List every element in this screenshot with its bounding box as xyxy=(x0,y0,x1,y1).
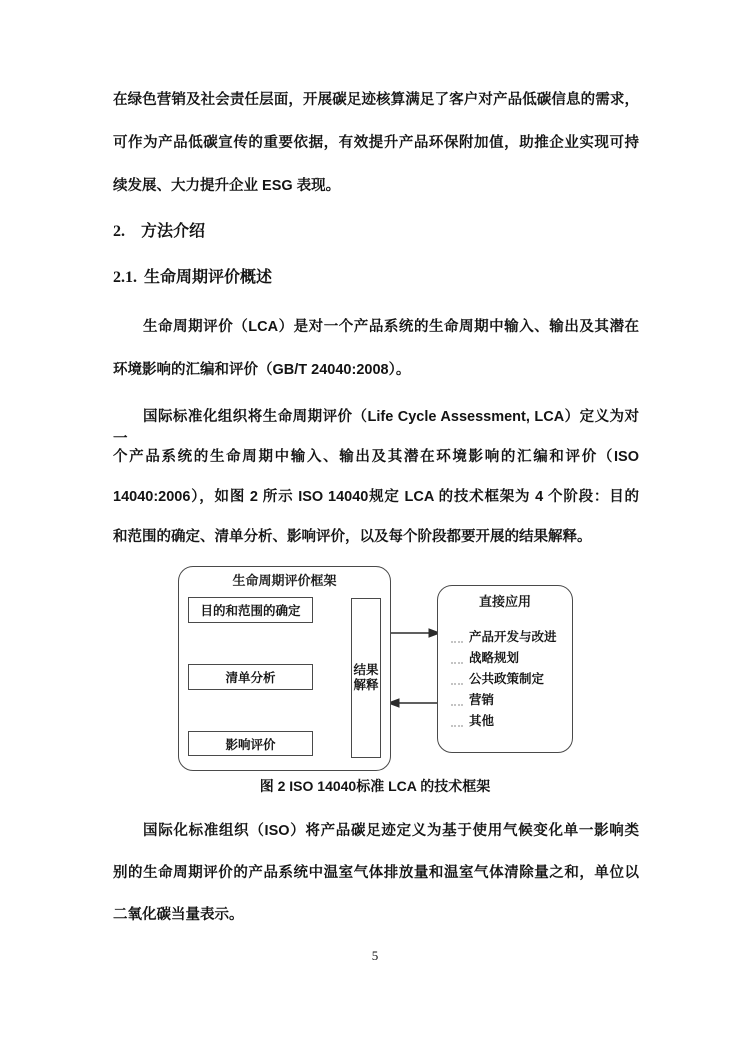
text-line: 环境影响的汇编和评价（GB/T 24040:2008）。 xyxy=(113,362,411,378)
figure-caption: 图 2 ISO 14040标准 LCA 的技术框架 xyxy=(259,778,491,794)
dotted-leader xyxy=(451,640,463,643)
lca-framework-title: 生命周期评价框架 xyxy=(232,573,337,588)
heading-spacer xyxy=(125,220,141,244)
application-label: 其他 xyxy=(469,714,495,728)
text-line: 生命周期评价（LCA）是对一个产品系统的生命周期中输入、输出及其潜在 xyxy=(143,319,639,335)
text-line: 国际标准化组织将生命周期评价（Life Cycle Assessment, LCA）定义为对一 xyxy=(113,409,639,447)
stage-box-impact-assessment: 影响评价 xyxy=(188,731,313,756)
heading-spacer xyxy=(137,266,144,290)
heading-number: 2.1. xyxy=(113,269,137,286)
dotted-leader xyxy=(451,682,463,685)
interpretation-box xyxy=(351,598,381,758)
dotted-leader xyxy=(451,724,463,727)
dotted-leader xyxy=(451,661,463,664)
applications-list xyxy=(451,627,557,732)
stage-box-goal-scope: 目的和范围的确定 xyxy=(188,597,313,623)
dotted-leader xyxy=(451,703,463,706)
heading-text: 生命周期评价概述 xyxy=(144,269,273,286)
text-line: 14040:2006），如图 2 所示 ISO 14040规定 LCA 的技术框架为 4 个阶段：目的 xyxy=(113,489,639,505)
text-line: 二氧化碳当量表示。 xyxy=(113,907,244,923)
application-item xyxy=(451,669,557,690)
text-line: 可作为产品低碳宣传的重要依据，有效提升产品环保附加值，助推企业实现可持 xyxy=(113,135,639,151)
application-label: 营销 xyxy=(469,693,495,707)
application-item xyxy=(451,648,557,669)
text-line: 和范围的确定、清单分析、影响评价，以及每个阶段都要开展的结果解释。 xyxy=(113,529,592,545)
page-number: 5 xyxy=(371,948,379,963)
direct-applications-frame xyxy=(437,585,573,753)
direct-applications-title: 直接应用 xyxy=(478,594,531,609)
application-item xyxy=(451,711,557,732)
section-heading-2 xyxy=(113,220,205,244)
application-item xyxy=(451,690,557,711)
heading-number: 2. xyxy=(113,223,125,240)
text-line: 在绿色营销及社会责任层面，开展碳足迹核算满足了客户对产品低碳信息的需求， xyxy=(113,92,639,108)
text-line: 续发展、大力提升企业 ESG 表现。 xyxy=(113,178,341,194)
text-line: 国际化标准组织（ISO）将产品碳足迹定义为基于使用气候变化单一影响类 xyxy=(143,823,639,839)
application-label: 公共政策制定 xyxy=(469,672,545,686)
text-line: 别的生命周期评价的产品系统中温室气体排放量和温室气体清除量之和，单位以 xyxy=(113,865,639,881)
interpretation-text-line1: 结果 xyxy=(353,663,379,677)
lca-framework-diagram xyxy=(178,566,574,772)
stage-box-inventory-analysis: 清单分析 xyxy=(188,664,313,690)
application-label: 产品开发与改进 xyxy=(469,630,557,644)
application-label: 战略规划 xyxy=(469,651,520,665)
heading-text: 方法介绍 xyxy=(141,223,206,240)
section-heading-2-1 xyxy=(113,266,272,290)
application-item xyxy=(451,627,557,648)
interpretation-text-line2: 解释 xyxy=(353,678,379,692)
text-line: 个产品系统的生命周期中输入、输出及其潜在环境影响的汇编和评价（ISO xyxy=(113,449,639,465)
